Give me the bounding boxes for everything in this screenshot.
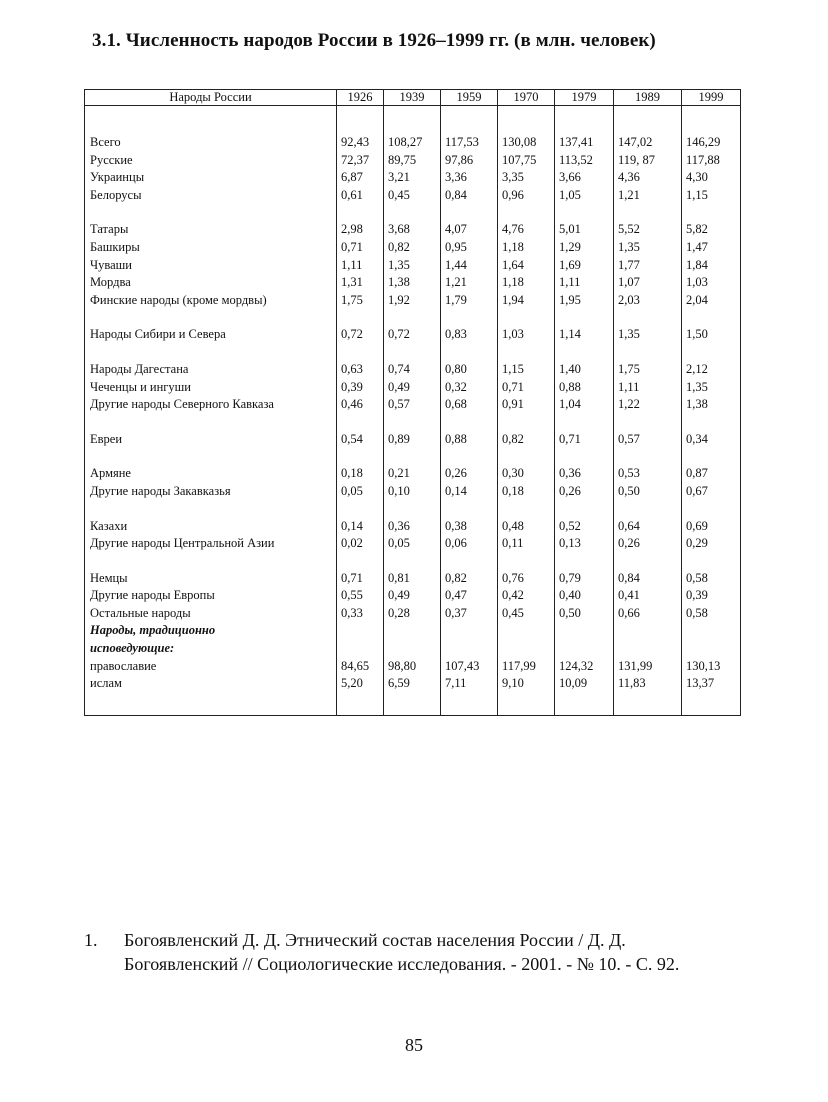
value-cell — [384, 640, 441, 658]
value-cell: 0,53 — [614, 465, 682, 483]
value-cell: 4,07 — [441, 221, 498, 239]
spacer-row — [85, 106, 741, 135]
row-label: Остальные народы — [85, 605, 337, 623]
value-cell: 0,40 — [555, 587, 614, 605]
row-label: Народы Дагестана — [85, 361, 337, 379]
table-row — [85, 274, 741, 292]
value-cell: 107,43 — [441, 658, 498, 676]
value-cell: 117,99 — [498, 658, 555, 676]
value-cell: 0,82 — [384, 239, 441, 257]
value-cell: 2,12 — [682, 361, 741, 379]
table-row — [85, 169, 741, 187]
table-row — [85, 326, 741, 344]
value-cell: 5,52 — [614, 221, 682, 239]
table-row — [85, 396, 741, 414]
value-cell: 0,49 — [384, 587, 441, 605]
value-cell: 0,84 — [441, 187, 498, 205]
column-header: 1989 — [614, 90, 682, 106]
value-cell: 0,57 — [384, 396, 441, 414]
spacer-row — [85, 553, 741, 570]
row-label: Народы Сибири и Севера — [85, 326, 337, 344]
value-cell: 0,81 — [384, 570, 441, 588]
table-row — [85, 187, 741, 205]
row-label: исповедующие: — [85, 640, 337, 658]
row-label: православие — [85, 658, 337, 676]
column-header: 1979 — [555, 90, 614, 106]
row-label: Мордва — [85, 274, 337, 292]
value-cell: 6,87 — [337, 169, 384, 187]
value-cell: 1,35 — [682, 379, 741, 397]
table-row — [85, 292, 741, 310]
value-cell: 97,86 — [441, 152, 498, 170]
row-label: ислам — [85, 675, 337, 693]
value-cell: 0,38 — [441, 518, 498, 536]
row-label: Другие народы Европы — [85, 587, 337, 605]
value-cell: 3,21 — [384, 169, 441, 187]
value-cell: 0,10 — [384, 483, 441, 501]
value-cell: 3,66 — [555, 169, 614, 187]
value-cell: 2,04 — [682, 292, 741, 310]
value-cell: 11,83 — [614, 675, 682, 693]
value-cell: 1,14 — [555, 326, 614, 344]
value-cell: 1,03 — [498, 326, 555, 344]
page-number: 85 — [405, 1035, 423, 1055]
value-cell: 1,44 — [441, 257, 498, 275]
value-cell: 0,71 — [337, 239, 384, 257]
value-cell: 13,37 — [682, 675, 741, 693]
value-cell: 0,21 — [384, 465, 441, 483]
value-cell: 117,53 — [441, 134, 498, 152]
column-header: 1959 — [441, 90, 498, 106]
table-row — [85, 658, 741, 676]
value-cell: 0,82 — [498, 431, 555, 449]
value-cell — [555, 640, 614, 658]
table-row — [85, 221, 741, 239]
value-cell: 0,26 — [555, 483, 614, 501]
value-cell — [555, 622, 614, 640]
row-label: Армяне — [85, 465, 337, 483]
value-cell: 1,11 — [555, 274, 614, 292]
value-cell: 9,10 — [498, 675, 555, 693]
value-cell: 1,04 — [555, 396, 614, 414]
value-cell: 72,37 — [337, 152, 384, 170]
value-cell: 1,35 — [614, 326, 682, 344]
value-cell: 0,46 — [337, 396, 384, 414]
spacer-row — [85, 309, 741, 326]
value-cell: 0,06 — [441, 535, 498, 553]
value-cell: 0,96 — [498, 187, 555, 205]
value-cell: 0,36 — [384, 518, 441, 536]
table-row — [85, 675, 741, 693]
value-cell: 0,26 — [614, 535, 682, 553]
page-title: 3.1. Численность народов России в 1926–1999 гг. (в млн. человек) — [92, 30, 656, 51]
value-cell: 0,39 — [682, 587, 741, 605]
value-cell: 130,08 — [498, 134, 555, 152]
column-header: 1926 — [337, 90, 384, 106]
value-cell: 1,18 — [498, 239, 555, 257]
value-cell: 0,64 — [614, 518, 682, 536]
row-label: Башкиры — [85, 239, 337, 257]
value-cell: 0,58 — [682, 570, 741, 588]
table-row — [85, 257, 741, 275]
value-cell: 0,41 — [614, 587, 682, 605]
spacer-row — [85, 204, 741, 221]
value-cell: 0,32 — [441, 379, 498, 397]
row-label: Другие народы Северного Кавказа — [85, 396, 337, 414]
value-cell: 0,33 — [337, 605, 384, 623]
value-cell: 1,40 — [555, 361, 614, 379]
column-header: 1970 — [498, 90, 555, 106]
value-cell — [614, 622, 682, 640]
row-label: Казахи — [85, 518, 337, 536]
table-row — [85, 431, 741, 449]
value-cell: 0,89 — [384, 431, 441, 449]
value-cell: 0,68 — [441, 396, 498, 414]
value-cell: 0,71 — [498, 379, 555, 397]
value-cell — [682, 622, 741, 640]
value-cell: 1,07 — [614, 274, 682, 292]
row-label: Чеченцы и ингуши — [85, 379, 337, 397]
value-cell: 1,64 — [498, 257, 555, 275]
value-cell: 1,35 — [384, 257, 441, 275]
value-cell: 0,67 — [682, 483, 741, 501]
value-cell — [384, 622, 441, 640]
value-cell: 4,36 — [614, 169, 682, 187]
spacer-row — [85, 693, 741, 716]
value-cell: 2,03 — [614, 292, 682, 310]
value-cell: 1,94 — [498, 292, 555, 310]
value-cell: 1,38 — [384, 274, 441, 292]
value-cell: 3,35 — [498, 169, 555, 187]
row-label: Немцы — [85, 570, 337, 588]
value-cell — [614, 640, 682, 658]
spacer-row — [85, 414, 741, 431]
table-row — [85, 605, 741, 623]
value-cell: 4,76 — [498, 221, 555, 239]
value-cell: 0,63 — [337, 361, 384, 379]
row-label: Евреи — [85, 431, 337, 449]
value-cell: 5,01 — [555, 221, 614, 239]
value-cell: 0,74 — [384, 361, 441, 379]
table-row — [85, 640, 741, 658]
table-row — [85, 361, 741, 379]
value-cell: 7,11 — [441, 675, 498, 693]
value-cell: 1,22 — [614, 396, 682, 414]
value-cell: 98,80 — [384, 658, 441, 676]
value-cell: 1,05 — [555, 187, 614, 205]
value-cell: 5,20 — [337, 675, 384, 693]
row-label: Всего — [85, 134, 337, 152]
footnote-number: 1. — [84, 930, 98, 950]
value-cell: 0,30 — [498, 465, 555, 483]
row-label: Белорусы — [85, 187, 337, 205]
value-cell: 117,88 — [682, 152, 741, 170]
value-cell — [682, 640, 741, 658]
value-cell: 1,15 — [682, 187, 741, 205]
table-header-row — [85, 90, 741, 106]
value-cell: 92,43 — [337, 134, 384, 152]
value-cell: 131,99 — [614, 658, 682, 676]
table-row — [85, 134, 741, 152]
value-cell: 0,91 — [498, 396, 555, 414]
value-cell: 1,31 — [337, 274, 384, 292]
value-cell: 5,82 — [682, 221, 741, 239]
value-cell: 1,38 — [682, 396, 741, 414]
spacer-row — [85, 344, 741, 361]
value-cell: 119, 87 — [614, 152, 682, 170]
value-cell: 124,32 — [555, 658, 614, 676]
table-row — [85, 622, 741, 640]
value-cell: 0,14 — [441, 483, 498, 501]
population-table — [84, 89, 741, 716]
value-cell: 0,36 — [555, 465, 614, 483]
value-cell: 0,50 — [614, 483, 682, 501]
value-cell: 1,03 — [682, 274, 741, 292]
value-cell: 147,02 — [614, 134, 682, 152]
value-cell: 0,02 — [337, 535, 384, 553]
value-cell — [498, 640, 555, 658]
value-cell: 1,11 — [337, 257, 384, 275]
value-cell: 0,48 — [498, 518, 555, 536]
value-cell: 107,75 — [498, 152, 555, 170]
value-cell: 3,68 — [384, 221, 441, 239]
value-cell: 0,61 — [337, 187, 384, 205]
value-cell: 1,15 — [498, 361, 555, 379]
row-label: Другие народы Закавказья — [85, 483, 337, 501]
value-cell: 89,75 — [384, 152, 441, 170]
value-cell: 3,36 — [441, 169, 498, 187]
table-row — [85, 587, 741, 605]
value-cell: 1,75 — [337, 292, 384, 310]
value-cell: 0,05 — [337, 483, 384, 501]
value-cell: 1,11 — [614, 379, 682, 397]
value-cell: 0,37 — [441, 605, 498, 623]
value-cell: 0,82 — [441, 570, 498, 588]
table-row — [85, 570, 741, 588]
value-cell — [337, 640, 384, 658]
value-cell: 0,18 — [337, 465, 384, 483]
table-row — [85, 535, 741, 553]
row-label: Чуваши — [85, 257, 337, 275]
value-cell: 0,05 — [384, 535, 441, 553]
value-cell: 0,57 — [614, 431, 682, 449]
row-label: Украинцы — [85, 169, 337, 187]
value-cell: 0,39 — [337, 379, 384, 397]
value-cell: 1,75 — [614, 361, 682, 379]
value-cell: 0,58 — [682, 605, 741, 623]
table-row — [85, 379, 741, 397]
value-cell: 1,29 — [555, 239, 614, 257]
row-label: Татары — [85, 221, 337, 239]
row-label: Русские — [85, 152, 337, 170]
value-cell: 108,27 — [384, 134, 441, 152]
value-cell: 2,98 — [337, 221, 384, 239]
table-body — [85, 106, 741, 716]
value-cell: 0,71 — [337, 570, 384, 588]
spacer-row — [85, 448, 741, 465]
value-cell: 0,80 — [441, 361, 498, 379]
value-cell: 0,18 — [498, 483, 555, 501]
column-header: Народы России — [85, 90, 337, 106]
value-cell: 1,21 — [614, 187, 682, 205]
table-row — [85, 518, 741, 536]
value-cell: 1,35 — [614, 239, 682, 257]
value-cell — [337, 622, 384, 640]
value-cell — [441, 640, 498, 658]
value-cell: 0,55 — [337, 587, 384, 605]
value-cell: 0,88 — [555, 379, 614, 397]
value-cell: 0,29 — [682, 535, 741, 553]
value-cell: 1,18 — [498, 274, 555, 292]
value-cell: 6,59 — [384, 675, 441, 693]
value-cell: 0,26 — [441, 465, 498, 483]
value-cell: 1,69 — [555, 257, 614, 275]
value-cell: 1,21 — [441, 274, 498, 292]
value-cell: 0,72 — [384, 326, 441, 344]
value-cell: 1,50 — [682, 326, 741, 344]
value-cell: 146,29 — [682, 134, 741, 152]
table-row — [85, 465, 741, 483]
value-cell: 0,52 — [555, 518, 614, 536]
value-cell: 0,45 — [498, 605, 555, 623]
value-cell: 1,95 — [555, 292, 614, 310]
value-cell: 1,79 — [441, 292, 498, 310]
spacer-row — [85, 501, 741, 518]
value-cell: 1,77 — [614, 257, 682, 275]
table-row — [85, 483, 741, 501]
value-cell: 0,83 — [441, 326, 498, 344]
value-cell: 4,30 — [682, 169, 741, 187]
value-cell: 0,69 — [682, 518, 741, 536]
value-cell: 0,45 — [384, 187, 441, 205]
value-cell — [498, 622, 555, 640]
value-cell: 0,71 — [555, 431, 614, 449]
value-cell — [441, 622, 498, 640]
value-cell: 1,47 — [682, 239, 741, 257]
value-cell: 0,28 — [384, 605, 441, 623]
footnote-text: Богоявленский Д. Д. Этнический состав населения России / Д. Д. Богоявленский // Социологические исследования. - 2001. - № 10. - С. 92. — [124, 930, 680, 974]
value-cell: 137,41 — [555, 134, 614, 152]
value-cell: 1,92 — [384, 292, 441, 310]
value-cell: 0,47 — [441, 587, 498, 605]
value-cell: 0,54 — [337, 431, 384, 449]
value-cell: 10,09 — [555, 675, 614, 693]
value-cell: 1,84 — [682, 257, 741, 275]
value-cell: 0,76 — [498, 570, 555, 588]
value-cell: 0,13 — [555, 535, 614, 553]
value-cell: 0,14 — [337, 518, 384, 536]
value-cell: 0,11 — [498, 535, 555, 553]
row-label: Финские народы (кроме мордвы) — [85, 292, 337, 310]
value-cell: 0,50 — [555, 605, 614, 623]
value-cell: 0,88 — [441, 431, 498, 449]
value-cell: 113,52 — [555, 152, 614, 170]
value-cell: 0,95 — [441, 239, 498, 257]
value-cell: 0,66 — [614, 605, 682, 623]
column-header: 1999 — [682, 90, 741, 106]
table-row — [85, 239, 741, 257]
row-label: Другие народы Центральной Азии — [85, 535, 337, 553]
value-cell: 0,34 — [682, 431, 741, 449]
value-cell: 130,13 — [682, 658, 741, 676]
value-cell: 0,84 — [614, 570, 682, 588]
value-cell: 84,65 — [337, 658, 384, 676]
row-label: Народы, традиционно — [85, 622, 337, 640]
table-row — [85, 152, 741, 170]
value-cell: 0,87 — [682, 465, 741, 483]
value-cell: 0,49 — [384, 379, 441, 397]
value-cell: 0,72 — [337, 326, 384, 344]
value-cell: 0,42 — [498, 587, 555, 605]
column-header: 1939 — [384, 90, 441, 106]
value-cell: 0,79 — [555, 570, 614, 588]
